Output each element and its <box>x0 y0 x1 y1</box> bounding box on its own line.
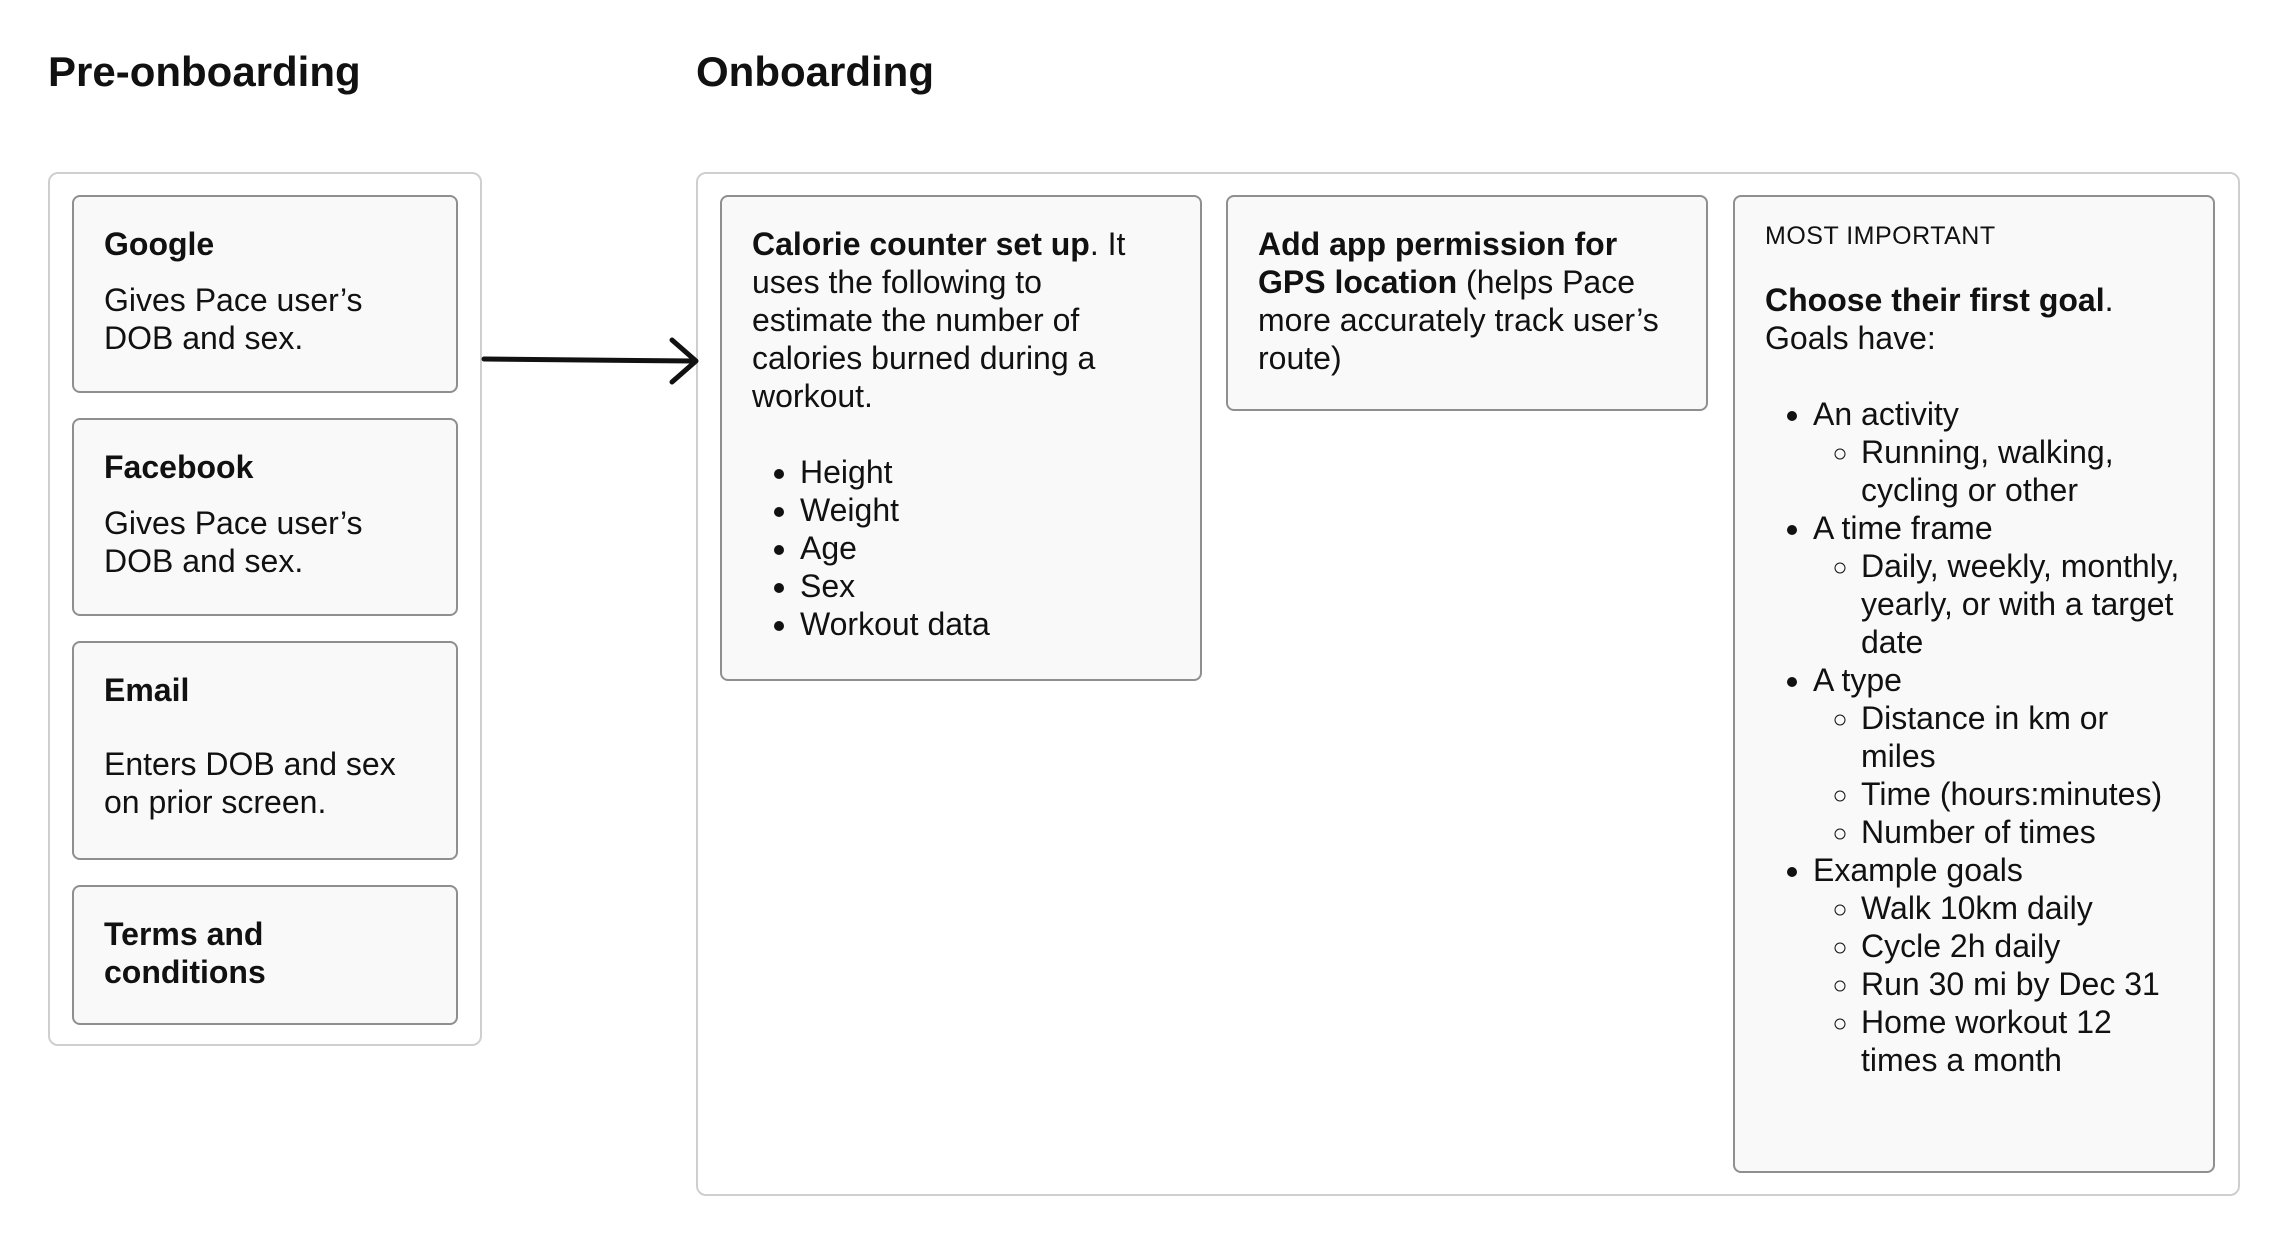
list-item: ◦ Running, walking, cycling or other <box>1861 433 2183 509</box>
calorie-card-intro: . It uses the following to estimate the number of calories burned during a workout. <box>752 226 1126 414</box>
goal-group-label: A type <box>1813 662 1902 698</box>
list-item: ◦ Home workout 12 times a month <box>1861 1003 2183 1079</box>
list-item <box>1813 509 2183 661</box>
pre-onboarding-title: Pre-onboarding <box>48 48 361 95</box>
goal-card-text <box>1765 281 2183 319</box>
first-goal-card <box>1733 195 2215 1173</box>
list-item: ◦ Daily, weekly, monthly, yearly, or with a target date <box>1861 547 2183 661</box>
calorie-card-title: Calorie counter set up <box>752 226 1090 262</box>
list-item <box>1813 395 2183 509</box>
gps-card-text <box>1258 225 1676 377</box>
facebook-card <box>72 418 458 616</box>
list-item <box>1813 661 2183 851</box>
list-item: • Weight <box>800 491 1170 529</box>
email-card-body: Enters DOB and sex on prior screen. <box>104 746 396 820</box>
goal-group-label: An activity <box>1813 396 1959 432</box>
list-item: • Age <box>800 529 1170 567</box>
list-item: • Sex <box>800 567 1170 605</box>
list-item: ◦ Distance in km or miles <box>1861 699 2183 775</box>
facebook-card-title: Facebook <box>104 449 254 485</box>
calorie-counter-card <box>720 195 1202 681</box>
goal-card-intro: Goals have: <box>1765 320 1936 356</box>
google-card <box>72 195 458 393</box>
goal-attributes-list <box>1765 395 2183 1079</box>
google-card-title: Google <box>104 226 215 262</box>
calorie-card-text <box>752 225 1170 415</box>
goal-group-label: A time frame <box>1813 510 1993 546</box>
list-item: ◦ Number of times <box>1861 813 2183 851</box>
gps-permission-card <box>1226 195 1708 411</box>
goal-card-title: Choose their first goal <box>1765 282 2105 318</box>
email-card-title: Email <box>104 672 190 708</box>
list-item: • Height <box>800 453 1170 491</box>
goal-sublist <box>1813 547 2183 661</box>
list-item: ◦ Cycle 2h daily <box>1861 927 2183 965</box>
google-card-body: Gives Pace user’s DOB and sex. <box>104 282 363 356</box>
facebook-card-body: Gives Pace user’s DOB and sex. <box>104 505 363 579</box>
gps-card-body: (helps Pace more accurately track user’s route) <box>1258 264 1659 376</box>
list-item: ◦ Time (hours:minutes) <box>1861 775 2183 813</box>
email-card <box>72 641 458 860</box>
terms-card-title: Terms and conditions <box>104 916 266 990</box>
list-item: ◦ Walk 10km daily <box>1861 889 2183 927</box>
calorie-inputs-list <box>752 453 1170 643</box>
goal-sublist <box>1813 889 2183 1079</box>
gps-card-title: Add app permission for GPS location <box>1258 226 1618 300</box>
list-item: • Workout data <box>800 605 1170 643</box>
goal-group-label: Example goals <box>1813 852 2023 888</box>
flow-arrow-icon <box>482 336 702 386</box>
goal-sublist <box>1813 699 2183 851</box>
list-item: ◦ Run 30 mi by Dec 31 <box>1861 965 2183 1003</box>
goal-card-eyebrow: MOST IMPORTANT <box>1765 222 1996 250</box>
goal-card-title-suffix: . <box>2104 282 2114 318</box>
list-item <box>1813 851 2183 1079</box>
goal-sublist <box>1813 433 2183 509</box>
onboarding-title: Onboarding <box>696 48 934 95</box>
terms-card <box>72 885 458 1025</box>
